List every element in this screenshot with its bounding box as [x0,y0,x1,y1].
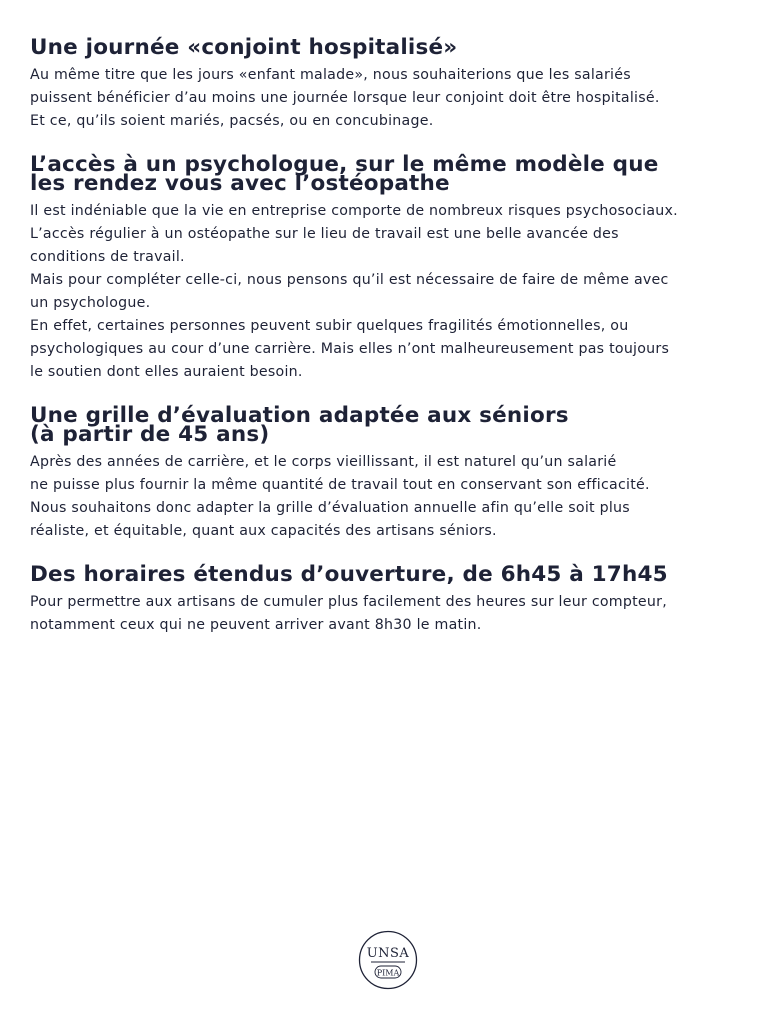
section-body [30,451,742,543]
logo-top-text: UNSA [366,946,410,961]
document-page [30,35,742,659]
section-title: L’accès à un psychologue, sur le même modèle que les rendez vous avec l’ostéopathe [30,152,659,196]
section-horaires-etendus [30,562,742,637]
section-body [30,64,742,133]
section-body [30,591,742,637]
section-paragraph: Au même titre que les jours «enfant malade», nous souhaiterions que les salariés puissent bénéficier d’au moins une journée lorsque leur conjoint doit être hospitalisé. Et ce, qu’ils soient mariés, pacsés, ou en concubinage. [30,67,660,129]
section-grille-seniors [30,403,742,543]
section-paragraph: Il est indéniable que la vie en entreprise comporte de nombreux risques psychosociaux. L’accès régulier à un ostéopathe sur le lieu de travail est une belle avancée des conditions de travail. [30,203,678,265]
logo-seal-icon [358,930,418,990]
section-body [30,200,742,384]
section-paragraph: Pour permettre aux artisans de cumuler plus facilement des heures sur leur compteur, notamment ceux qui ne peuvent arriver avant 8h30 le matin. [30,594,667,633]
section-conjoint-hospitalise [30,35,742,133]
section-title: Une grille d’évaluation adaptée aux séniors (à partir de 45 ans) [30,403,569,447]
unsa-pima-logo [358,930,418,990]
logo-bottom-text: PIMA [376,968,400,978]
section-title: Une journée «conjoint hospitalisé» [30,35,458,60]
section-paragraph: Nous souhaitons donc adapter la grille d’évaluation annuelle afin qu’elle soit plus réaliste, et équitable, quant aux capacités des artisans séniors. [30,500,630,539]
section-paragraph: En effet, certaines personnes peuvent subir quelques fragilités émotionnelles, ou psychologiques au cour d’une carrière. Mais elles n’ont malheureusement pas toujours le soutien dont elles auraient besoin. [30,318,670,380]
section-paragraph: Mais pour compléter celle-ci, nous pensons qu’il est nécessaire de faire de même avec un psychologue. [30,272,669,311]
section-paragraph: Après des années de carrière, et le corps vieillissant, il est naturel qu’un salarié ne puisse plus fournir la même quantité de travail tout en conservant son efficacité. [30,454,650,493]
section-title: Des horaires étendus d’ouverture, de 6h45 à 17h45 [30,562,668,587]
section-psychologue [30,152,742,384]
